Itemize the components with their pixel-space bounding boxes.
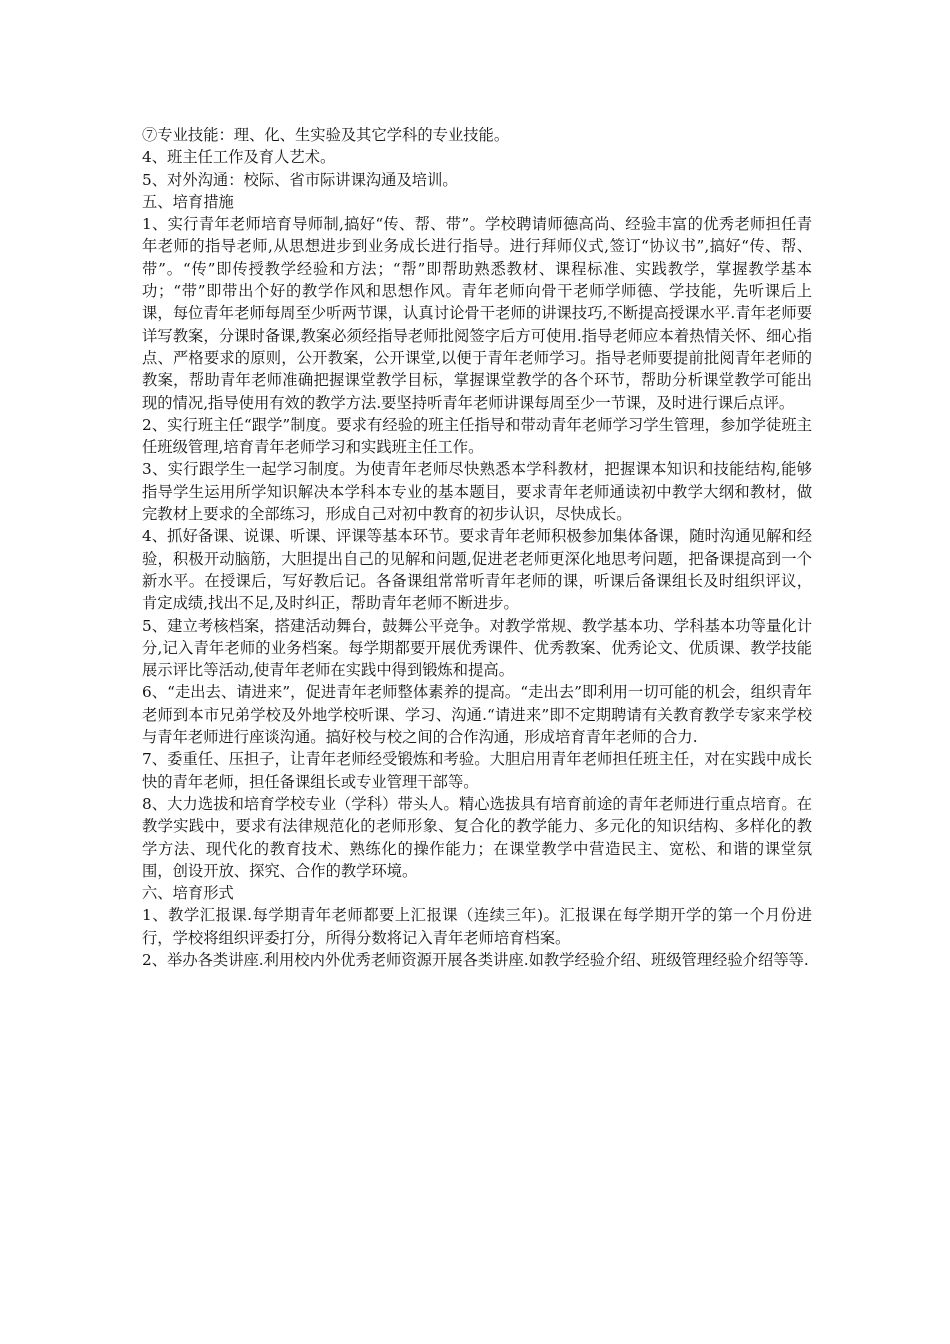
paragraph-measure-1: 1、实行青年老师培育导师制,搞好“传、帮、带”。学校聘请师德高尚、经验丰富的优秀老师担任青年老师的指导老师,从思想进步到业务成长进行指导。进行拜师仪式,签订“协议书”,搞好“传、帮、带”。“传”即传授教学经验和方法；“帮”即帮助熟悉教材、课程标准、实践教学，掌握教学基本功；“带”即带出个好的教学作风和思想作风。青年老师向骨干老师学师德、学技能，先听课后上课，每位青年老师每周至少听两节课，认真讨论骨干老师的讲课技巧,不断提高授课水平.青年老师要详写教案，分课时备课,教案必须经指导老师批阅签字后方可使用.指导老师应本着热情关怀、细心指点、严格要求的原则，公开教案，公开课堂,以便于青年老师学习。指导老师要提前批阅青年老师的教案，帮助青年老师准确把握课堂教学目标，掌握课堂教学的各个环节，帮助分析课堂教学可能出现的情况,指导使用有效的教学方法.要坚持听青年老师讲课每周至少一节课，及时进行课后点评。 <box>142 215 812 412</box>
paragraph-measure-3: 3、实行跟学生一起学习制度。为使青年老师尽快熟悉本学科教材，把握课本知识和技能结构,能够指导学生运用所学知识解决本学科本专业的基本题目，要求青年老师通读初中教学大纲和教材，做完教材上要求的全部练习，形成自己对初中教育的初步认识，尽快成长。 <box>142 460 812 524</box>
section-heading-measures: 五、培育措施 <box>142 192 234 211</box>
paragraph-measure-7: 7、委重任、压担子，让青年老师经受锻炼和考验。大胆启用青年老师担任班主任，对在实践中成长快的青年老师，担任备课组长或专业管理干部等。 <box>142 750 812 791</box>
paragraph-measure-4: 4、抓好备课、说课、听课、评课等基本环节。要求青年老师积极参加集体备课，随时沟通见解和经验，积极开动脑筋，大胆提出自己的见解和问题,促进老老师更深化地思考问题，把备课提高到一个新水平。在授课后，写好教后记。各备课组常常听青年老师的课，听课后备课组长及时组织评议，肯定成绩,找出不足,及时纠正，帮助青年老师不断进步。 <box>142 527 812 613</box>
paragraph-measure-5: 5、建立考核档案，搭建活动舞台，鼓舞公平竞争。对教学常规、教学基本功、学科基本功等量化计分,记入青年老师的业务档案。每学期都要开展优秀课件、优秀教案、优秀论文、优质课、教学技能展示评比等活动,使青年老师在实践中得到锻炼和提高。 <box>142 616 812 680</box>
paragraph-item-4: 4、班主任工作及育人艺术。 <box>142 148 336 167</box>
paragraph-form-2: 2、举办各类讲座.利用校内外优秀老师资源开展各类讲座.如教学经验介绍、班级管理经验介绍等等. <box>142 950 809 969</box>
paragraph-item-5: 5、对外沟通：校际、省市际讲课沟通及培训。 <box>142 170 458 189</box>
document-page <box>142 124 812 971</box>
paragraph-measure-8: 8、大力选拔和培育学校专业（学科）带头人。精心选拔具有培育前途的青年老师进行重点培育。在教学实践中，要求有法律规范化的老师形象、复合化的教学能力、多元化的知识结构、多样化的教学方法、现代化的教育技术、熟练化的操作能力；在课堂教学中营造民主、宽松、和谐的课堂氛围，创设开放、探究、合作的教学环境。 <box>142 794 812 880</box>
paragraph-form-1: 1、教学汇报课.每学期青年老师都要上汇报课（连续三年)。汇报课在每学期开学的第一个月份进行，学校将组织评委打分，所得分数将记入青年老师培育档案。 <box>142 906 812 947</box>
paragraph-measure-6: 6、“走出去、请进来”，促进青年老师整体素养的提高。“走出去”即利用一切可能的机会，组织青年老师到本市兄弟学校及外地学校听课、学习、沟通.“请进来”即不定期聘请有关教育教学专家来学校与青年老师进行座谈沟通。搞好校与校之间的合作沟通，形成培育青年老师的合力. <box>142 683 812 747</box>
section-heading-forms: 六、培育形式 <box>142 884 234 903</box>
paragraph-measure-2: 2、实行班主任“跟学”制度。要求有经验的班主任指导和带动青年老师学习学生管理，参加学徒班主任班级管理,培育青年老师学习和实践班主任工作。 <box>142 415 812 457</box>
paragraph-skill-7: ⑦专业技能：理、化、生实验及其它学科的专业技能。 <box>142 126 510 144</box>
